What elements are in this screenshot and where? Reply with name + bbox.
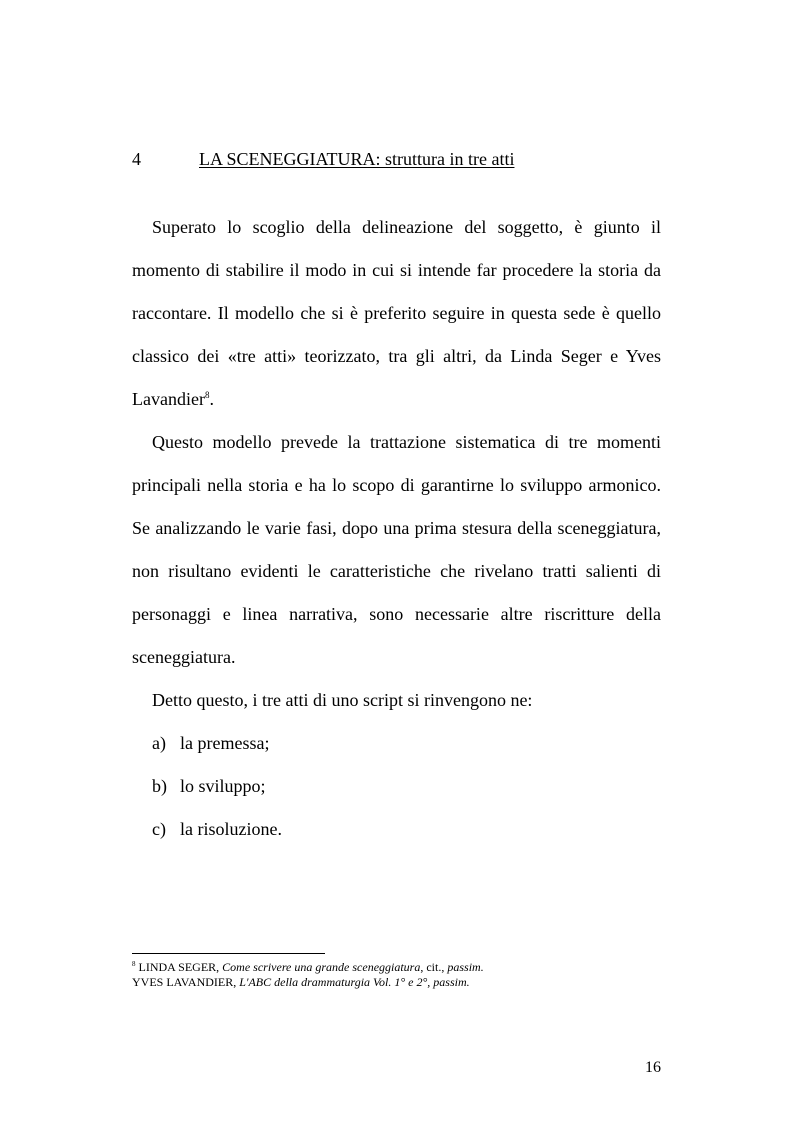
footnote-reference[interactable]: 8: [204, 390, 210, 400]
paragraph-2: Questo modello prevede la trattazione sistematica di tre momenti principali nella storia e ha lo scopo di garantirne lo sviluppo armonico. Se analizzando le varie fasi, dopo una prima stesura della sceneggiatura, non risultano evidenti le caratteristiche che rivelano tratti salienti di personaggi e linea narrativa, sono necessarie altre riscritture della sceneggiatura.: [132, 432, 661, 667]
body-text: [132, 206, 661, 851]
list-item-text: lo sviluppo;: [180, 776, 266, 796]
paragraph-3: Detto questo, i tre atti di uno script si rinvengono ne:: [152, 690, 533, 710]
footnotes: [132, 960, 484, 990]
footnote-author-2: YVES LAVANDIER,: [132, 975, 240, 989]
chapter-number: 4: [132, 149, 141, 169]
footnote-title: Come scrivere una grande sceneggiatura: [222, 960, 421, 974]
list-item: [132, 722, 661, 765]
paragraph-1: [132, 206, 661, 421]
footnote-divider: [132, 953, 325, 954]
list-marker: c): [152, 819, 166, 839]
footnote-8: [132, 960, 484, 975]
footnote-8-continued: [132, 975, 484, 990]
list-item: [132, 808, 661, 851]
list-item-text: la premessa;: [180, 733, 270, 753]
page-number: 16: [645, 1059, 661, 1076]
paragraph-1-end: .: [209, 389, 214, 409]
acts-list: [132, 722, 661, 851]
chapter-title: LA SCENEGGIATURA: struttura in tre atti: [199, 149, 515, 169]
list-item-text: la risoluzione.: [180, 819, 282, 839]
list-item: [132, 765, 661, 808]
paragraph-1-text: Superato lo scoglio della delineazione del soggetto, è giunto il momento di stabilire il modo in cui si intende far procedere la storia da raccontare. Il modello che si è preferito seguire in questa sede è quello classico dei «tre atti» teorizzato, tra gli altri, da Linda Seger e Yves Lavandier: [132, 217, 661, 409]
footnote-cit: , cit.,: [420, 960, 448, 974]
footnote-title-2: L'ABC della drammaturgia Vol. 1° e 2°, passim.: [239, 975, 470, 989]
footnote-author: LINDA SEGER,: [135, 960, 223, 974]
footnote-passim: passim.: [447, 960, 484, 974]
list-marker: a): [152, 733, 166, 753]
list-marker: b): [152, 776, 167, 796]
footnote-number: 8: [132, 960, 136, 968]
